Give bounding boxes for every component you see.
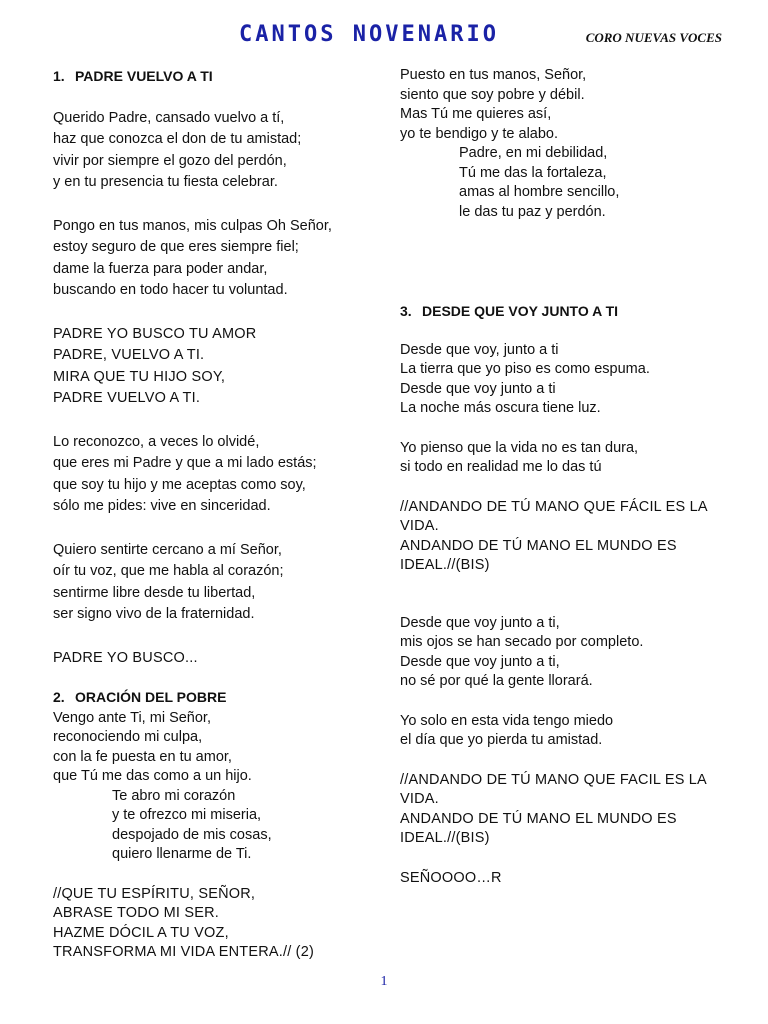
lyric-line: Pongo en tus manos, mis culpas Oh Señor, [53, 217, 332, 234]
lyric-line: Yo pienso que la vida no es tan dura, [400, 439, 639, 456]
lyric-line: Querido Padre, cansado vuelvo a tí, [53, 109, 285, 126]
lyric-line: Te abro mi corazón [112, 787, 236, 804]
chorus-line: MIRA QUE TU HIJO SOY, [53, 368, 226, 385]
page-number: 1 [380, 974, 388, 989]
lyric-line: haz que conozca el don de tu amistad; [53, 131, 302, 147]
lyric-line: quiero llenarme de Ti. [112, 846, 252, 862]
lyric-line: con la fe puesta en tu amor, [53, 748, 232, 765]
lyric-line: oír tu voz, que me habla al corazón; [53, 563, 284, 579]
lyric-line: vivir por siempre el gozo del perdón, [53, 152, 287, 169]
song-3-stanza-2 [400, 439, 730, 478]
song-3-chorus-1 [400, 498, 730, 576]
lyric-line: buscando en todo hacer tu voluntad. [53, 282, 288, 298]
lyric-line: La noche más oscura tiene luz. [400, 400, 601, 416]
chorus-line: ANDANDO DE TÚ MANO EL MUNDO ES [400, 810, 677, 827]
song-2-indented-2 [400, 144, 730, 222]
song-3-number: 3. [400, 303, 412, 319]
chorus-line: PADRE VUELVO A TI. [53, 390, 201, 406]
song-1-number: 1. [53, 68, 65, 84]
chorus-line: ABRASE TODO MI SER. [53, 905, 220, 921]
chorus-line: ANDANDO DE TÚ MANO EL MUNDO ES [400, 537, 677, 554]
lyric-line: que soy tu hijo y me aceptas como soy, [53, 476, 306, 493]
song-1-title: PADRE VUELVO A TI [75, 68, 213, 84]
chorus-line: PADRE YO BUSCO TU AMOR [53, 325, 257, 342]
lyric-line: despojado de mis cosas, [112, 826, 272, 843]
lyric-line: Yo solo en esta vida tengo miedo [400, 712, 614, 729]
lyric-line: Quiero sentirte cercano a mí Señor, [53, 541, 282, 558]
chorus-line: HAZME DÓCIL A TU VOZ, [53, 924, 229, 941]
chorus-line: VIDA. [400, 791, 439, 807]
lyric-line: ser signo vivo de la fraternidad. [53, 606, 255, 622]
lyric-line: Padre, en mi debilidad, [459, 145, 608, 161]
page-title: CANTOS NOVENARIO [239, 22, 499, 47]
lyric-line: Desde que voy junto a ti, [400, 653, 560, 670]
song-3-stanza-3 [400, 614, 730, 692]
song-2-title: ORACIÓN DEL POBRE [75, 689, 227, 705]
chorus-line: VIDA. [400, 518, 439, 534]
song-3-ending: SEÑOOOO…R [400, 869, 502, 886]
lyric-line: el día que yo pierda tu amistad. [400, 732, 603, 748]
lyric-line: le das tu paz y perdón. [459, 203, 606, 220]
lyric-line: La tierra que yo piso es como espuma. [400, 361, 650, 377]
lyric-line: reconociendo mi culpa, [53, 729, 203, 745]
chorus-line: IDEAL.//(BIS) [400, 557, 490, 573]
lyric-line: si todo en realidad me lo das tú [400, 459, 602, 475]
chorus-line: PADRE, VUELVO A TI. [53, 347, 205, 363]
song-1-stanza-3 [53, 432, 373, 518]
song-1-stanza-1 [53, 108, 373, 194]
lyric-line: y te ofrezco mi miseria, [112, 807, 262, 823]
chorus-line: TRANSFORMA MI VIDA ENTERA.// (2) [53, 944, 314, 960]
song-1-stanza-4 [53, 540, 373, 626]
lyric-line: dame la fuerza para poder andar, [53, 260, 268, 277]
song-1-ending: PADRE YO BUSCO... [53, 649, 198, 666]
song-3-stanza-1 [400, 341, 730, 419]
song-1-heading [53, 66, 373, 88]
song-2-heading [53, 687, 373, 709]
song-2-chorus [53, 885, 373, 963]
right-column [400, 66, 730, 888]
chorus-line: //ANDANDO DE TÚ MANO QUE FACIL ES LA [400, 771, 707, 788]
lyric-line: yo te bendigo y te alabo. [400, 125, 559, 142]
song-2-number: 2. [53, 689, 65, 705]
lyric-line: Desde que voy junto a ti [400, 380, 556, 397]
lyric-line: y en tu presencia tu fiesta celebrar. [53, 174, 278, 190]
chorus-line: IDEAL.//(BIS) [400, 830, 490, 846]
lyric-line: Puesto en tus manos, Señor, [400, 67, 587, 83]
song-1-stanza-2 [53, 216, 373, 302]
lyric-line: Desde que voy, junto a ti [400, 341, 559, 358]
chorus-line: //ANDANDO DE TÚ MANO QUE FÁCIL ES LA [400, 498, 708, 515]
lyric-line: sólo me pides: vive en sinceridad. [53, 498, 271, 514]
song-3-heading [400, 302, 730, 322]
song-3-chorus-2 [400, 771, 730, 849]
lyric-line: Desde que voy junto a ti, [400, 614, 560, 631]
song-2-stanza-1 [53, 709, 373, 787]
song-3-title: DESDE QUE VOY JUNTO A TI [422, 303, 619, 319]
chorus-line: //QUE TU ESPÍRITU, SEÑOR, [53, 885, 256, 902]
song-1-chorus [53, 324, 373, 410]
lyric-line: que Tú me das como a un hijo. [53, 768, 252, 784]
lyric-line: mis ojos se han secado por completo. [400, 634, 644, 650]
lyric-line: Lo reconozco, a veces lo olvidé, [53, 433, 260, 450]
lyric-line: estoy seguro de que eres siempre fiel; [53, 239, 299, 255]
lyric-line: Tú me das la fortaleza, [459, 164, 607, 181]
choir-name: CORO NUEVAS VOCES [585, 30, 722, 45]
lyric-line: siento que soy pobre y débil. [400, 86, 585, 103]
song-3-stanza-4 [400, 712, 730, 751]
lyric-line: amas al hombre sencillo, [459, 184, 620, 200]
lyric-line: no sé por qué la gente llorará. [400, 673, 593, 689]
lyric-line: Mas Tú me quieres así, [400, 106, 552, 122]
song-2-stanza-2 [400, 66, 730, 144]
lyric-line: que eres mi Padre y que a mi lado estás; [53, 455, 317, 471]
lyric-line: Vengo ante Ti, mi Señor, [53, 709, 211, 726]
lyric-line: sentirme libre desde tu libertad, [53, 584, 256, 601]
left-column [53, 66, 373, 963]
song-2-indented-1 [53, 787, 373, 865]
